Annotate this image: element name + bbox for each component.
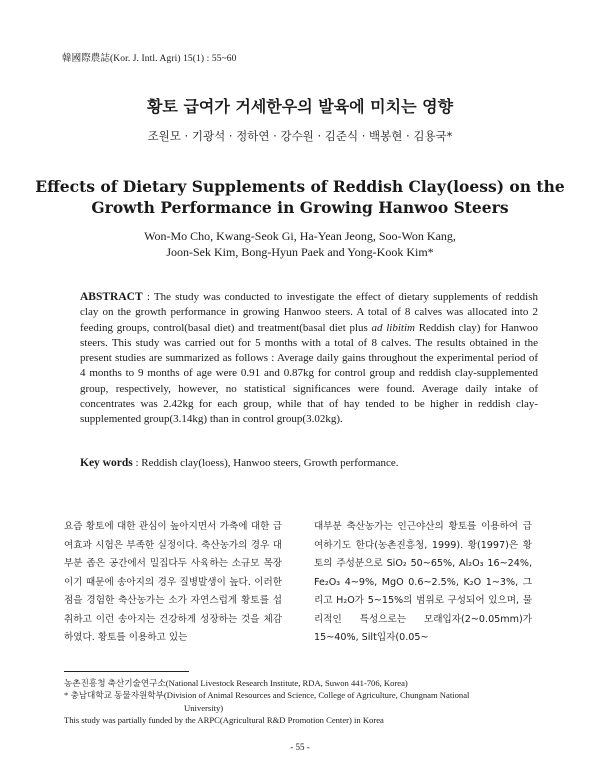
english-authors <box>0 228 600 260</box>
footnote-affiliation-2: * 충남대학교 동물자원학부(Division of Animal Resources and Science, College of Agriculture, Chungnam National <box>64 690 470 701</box>
keywords-text: : Reddish clay(loess), Hanwoo steers, Growth performance. <box>132 457 399 469</box>
abstract-italic: ad libitim <box>371 321 415 334</box>
footnotes <box>64 677 540 727</box>
korean-title: 황토 급여가 거세한우의 발육에 미치는 영향 <box>146 97 454 116</box>
english-title-line-1: Effects of Dietary Supplements of Reddish Clay(loess) on the <box>35 177 565 196</box>
footnote-funding: This study was partially funded by the ARPC(Agricultural R&D Promotion Center) in Korea <box>64 715 384 726</box>
body-column-right: 대부분 축산농가는 인근야산의 황토를 이용하여 급여하기도 한다(농촌진흥청, 1999). 황(1997)은 황토의 주성분으로 SiO₂ 50~65%, Al₂O₃ 16~24%, Fe₂O₃ 4~9%, MgO 0.6~2.5%, K₂O 1~3%, 그리고 H₂O가 5~15%의 범위로 구성되어 있으며, 물리적인 특성으로는 모래입자(2~0.05mm)가 15~40%, Silt입자(0.05~ <box>314 521 532 643</box>
footnote-divider <box>64 671 189 672</box>
abstract-text-a: : The study was conducted to investigate the effect of dietary supplements of reddish clay on the growth performance in growing Hanwoo steers. A total of 8 calves was allocated into 2 feeding groups, control(basal diet) and treatment(basal diet plus <box>80 291 538 334</box>
keywords-label: Key words <box>80 457 133 469</box>
footnote-affiliation-1: 농촌진흥청 축산기술연구소(National Livestock Research Institute, RDA, Suwon 441-706, Korea) <box>64 678 408 688</box>
english-title-line-2: Growth Performance in Growing Hanwoo Steers <box>91 198 509 217</box>
abstract-label: ABSTRACT <box>80 291 143 303</box>
abstract <box>80 290 538 428</box>
journal-header: 韓國際農誌(Kor. J. Intl. Agri) 15(1) : 55~60 <box>62 54 237 64</box>
footnote-affiliation-2-continued: University) <box>184 702 224 713</box>
page-number: - 55 - <box>290 742 310 752</box>
keywords <box>80 457 538 469</box>
body-column-left: 요즘 황토에 대한 관심이 높아지면서 가축에 대한 급여효과 시험은 부족한 실정이다. 축산농가의 경우 대부분 좁은 공간에서 밀집다두 사육하는 소규모 목장이기 때문에 송아지의 경우 질병발생이 높다. 이러한 점을 경험한 축산농가는 소가 자연스럽게 황토를 섭취하고 이런 송아지는 건강하게 성장하는 것을 체감하였다. 황토를 이용하고 있는 <box>64 521 282 643</box>
english-authors-line-2: Joon-Sek Kim, Bong-Hyun Paek and Yong-Kook Kim* <box>166 245 434 259</box>
abstract-text-b: Reddish clay) for Hanwoo steers. This study was carried out for 5 months with a total of 8 calves. The results obtained in the present studies are summarized as follows : Average daily gains throughout the experimental period of 4 months to 9 months of age were 0.91 and 0.87kg for control group and reddish clay-supplemented group, respectively, however, no statistical significances were found. Average daily intake of concentrates was 2.42kg for each group, while that of hay tended to be higher in reddish clay-supplemented group(3.14kg) than in control group(3.02kg). <box>80 321 538 426</box>
korean-authors: 조원모 · 기광석 · 정하연 · 강수원 · 김준식 · 백봉현 · 김용국* <box>147 129 453 143</box>
english-title <box>0 176 600 218</box>
english-authors-line-1: Won-Mo Cho, Kwang-Seok Gi, Ha-Yean Jeong, Soo-Won Kang, <box>144 229 456 243</box>
